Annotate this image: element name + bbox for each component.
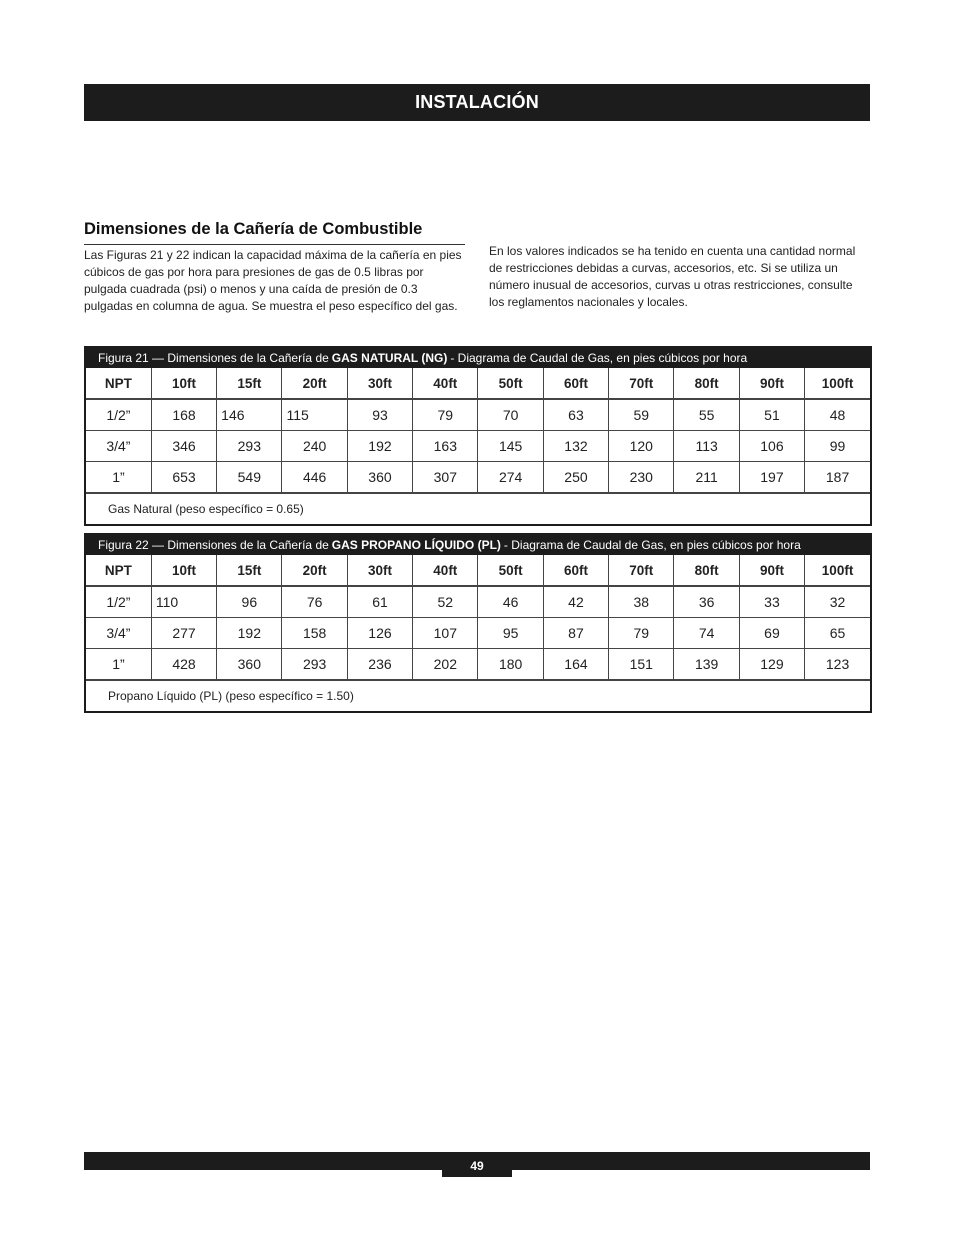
- section-title: Dimensiones de la Cañería de Combustible: [84, 220, 465, 245]
- table-cell: 230: [609, 462, 674, 493]
- table-cell: 42: [543, 586, 608, 618]
- table-cell: 187: [805, 462, 870, 493]
- table-cell: 38: [609, 586, 674, 618]
- figure-21-caption-prefix: Figura 21 — Dimensiones de la Cañería de: [98, 351, 329, 365]
- intro-paragraph-right: En los valores indicados se ha tenido en cuenta una cantidad normal de restricciones debidas a curvas, accesorios, etc. Si se utiliza un número inusual de accesorios, curvas u otras restricciones, consulte los reglamentos nacionales y locales.: [489, 244, 856, 309]
- table-cell: 52: [413, 586, 478, 618]
- table-cell: 1/2”: [86, 586, 151, 618]
- header-cell: 40ft: [413, 555, 478, 586]
- table-row: [86, 618, 870, 649]
- figure-22-propane-table: [84, 533, 872, 713]
- header-cell: 20ft: [282, 555, 347, 586]
- table-cell: 93: [347, 399, 412, 431]
- table-cell: 70: [478, 399, 543, 431]
- table-cell: 107: [413, 618, 478, 649]
- figure-22-grid: [86, 555, 870, 680]
- table-header-row: [86, 368, 870, 399]
- table-row: [86, 399, 870, 431]
- header-cell: 20ft: [282, 368, 347, 399]
- table-cell: 76: [282, 586, 347, 618]
- figure-21-caption-gas-type: GAS NATURAL (NG): [331, 351, 448, 365]
- table-cell: 59: [609, 399, 674, 431]
- figure-22-caption-prefix: Figura 22 — Dimensiones de la Cañería de: [98, 538, 329, 552]
- table-cell: 48: [805, 399, 870, 431]
- header-cell: 15ft: [217, 368, 282, 399]
- table-cell: 1”: [86, 649, 151, 680]
- table-cell: 69: [739, 618, 804, 649]
- header-cell: 80ft: [674, 368, 739, 399]
- table-row: [86, 649, 870, 680]
- table-cell: 250: [543, 462, 608, 493]
- table-cell: 120: [609, 431, 674, 462]
- table-cell: 428: [151, 649, 216, 680]
- table-cell: 46: [478, 586, 543, 618]
- header-cell: NPT: [86, 555, 151, 586]
- intro-paragraph-left: Las Figuras 21 y 22 indican la capacidad máxima de la cañería en pies cúbicos de gas por hora para presiones de gas de 0.5 libras por pulgada cuadrada (psi) o menos y una caída de presión de 0.3 pulgadas en columna de agua. Se muestra el peso específico del gas.: [84, 248, 462, 313]
- table-row: [86, 586, 870, 618]
- table-cell: 65: [805, 618, 870, 649]
- header-cell: 10ft: [151, 555, 216, 586]
- table-cell: 87: [543, 618, 608, 649]
- table-cell: 236: [347, 649, 412, 680]
- page-number: 49: [442, 1152, 512, 1177]
- table-cell: 79: [413, 399, 478, 431]
- table-cell: 274: [478, 462, 543, 493]
- table-cell: 113: [674, 431, 739, 462]
- table-cell: 32: [805, 586, 870, 618]
- table-cell: 192: [347, 431, 412, 462]
- table-cell: 168: [151, 399, 216, 431]
- table-cell: 293: [217, 431, 282, 462]
- table-cell: 192: [217, 618, 282, 649]
- table-cell: 346: [151, 431, 216, 462]
- header-cell: 60ft: [543, 555, 608, 586]
- table-cell: 151: [609, 649, 674, 680]
- table-cell: 79: [609, 618, 674, 649]
- figure-22-caption-suffix: - Diagrama de Caudal de Gas, en pies cúbicos por hora: [503, 538, 801, 552]
- table-cell: 99: [805, 431, 870, 462]
- header-cell: 50ft: [478, 555, 543, 586]
- table-cell: 211: [674, 462, 739, 493]
- header-cell: 15ft: [217, 555, 282, 586]
- header-cell: 90ft: [739, 555, 804, 586]
- table-cell: 1/2”: [86, 399, 151, 431]
- table-cell: 33: [739, 586, 804, 618]
- figure-21-note: Gas Natural (peso específico = 0.65): [86, 493, 870, 524]
- header-cell: 80ft: [674, 555, 739, 586]
- table-cell: 163: [413, 431, 478, 462]
- table-cell: 115: [282, 399, 347, 431]
- table-cell: 55: [674, 399, 739, 431]
- header-cell: 30ft: [347, 555, 412, 586]
- table-cell: 61: [347, 586, 412, 618]
- header-cell: 70ft: [609, 368, 674, 399]
- table-cell: 3/4”: [86, 618, 151, 649]
- header-cell: NPT: [86, 368, 151, 399]
- table-cell: 139: [674, 649, 739, 680]
- header-cell: 100ft: [805, 368, 870, 399]
- table-cell: 126: [347, 618, 412, 649]
- table-cell: 158: [282, 618, 347, 649]
- table-cell: 202: [413, 649, 478, 680]
- table-cell: 3/4”: [86, 431, 151, 462]
- table-cell: 36: [674, 586, 739, 618]
- header-cell: 60ft: [543, 368, 608, 399]
- table-cell: 197: [739, 462, 804, 493]
- header-cell: 40ft: [413, 368, 478, 399]
- table-row: [86, 462, 870, 493]
- table-cell: 277: [151, 618, 216, 649]
- figure-21-caption-suffix: - Diagrama de Caudal de Gas, en pies cúbicos por hora: [450, 351, 748, 365]
- table-cell: 95: [478, 618, 543, 649]
- table-cell: 1”: [86, 462, 151, 493]
- header-cell: 30ft: [347, 368, 412, 399]
- section-header-bar: [84, 84, 870, 121]
- table-cell: 132: [543, 431, 608, 462]
- table-cell: 293: [282, 649, 347, 680]
- header-cell: 10ft: [151, 368, 216, 399]
- figure-22-caption: [86, 535, 870, 555]
- figure-22-caption-gas-type: GAS PROPANO LÍQUIDO (PL): [331, 538, 501, 552]
- table-cell: 240: [282, 431, 347, 462]
- table-cell: 164: [543, 649, 608, 680]
- header-cell: 70ft: [609, 555, 674, 586]
- header-cell: 50ft: [478, 368, 543, 399]
- table-cell: 51: [739, 399, 804, 431]
- table-row: [86, 431, 870, 462]
- header-cell: 90ft: [739, 368, 804, 399]
- figure-22-note: Propano Líquido (PL) (peso específico = 1.50): [86, 680, 870, 711]
- table-cell: 145: [478, 431, 543, 462]
- table-cell: 106: [739, 431, 804, 462]
- table-cell: 180: [478, 649, 543, 680]
- figure-21-natural-gas-table: [84, 346, 872, 526]
- table-cell: 146: [217, 399, 282, 431]
- table-cell: 63: [543, 399, 608, 431]
- table-cell: 360: [217, 649, 282, 680]
- table-cell: 110: [151, 586, 216, 618]
- header-cell: 100ft: [805, 555, 870, 586]
- table-cell: 549: [217, 462, 282, 493]
- table-cell: 360: [347, 462, 412, 493]
- figure-21-grid: [86, 368, 870, 493]
- figure-21-caption: [86, 348, 870, 368]
- table-cell: 123: [805, 649, 870, 680]
- table-cell: 74: [674, 618, 739, 649]
- table-header-row: [86, 555, 870, 586]
- table-cell: 307: [413, 462, 478, 493]
- table-cell: 129: [739, 649, 804, 680]
- table-cell: 96: [217, 586, 282, 618]
- header-title: INSTALACIÓN: [415, 92, 539, 112]
- table-cell: 653: [151, 462, 216, 493]
- table-cell: 446: [282, 462, 347, 493]
